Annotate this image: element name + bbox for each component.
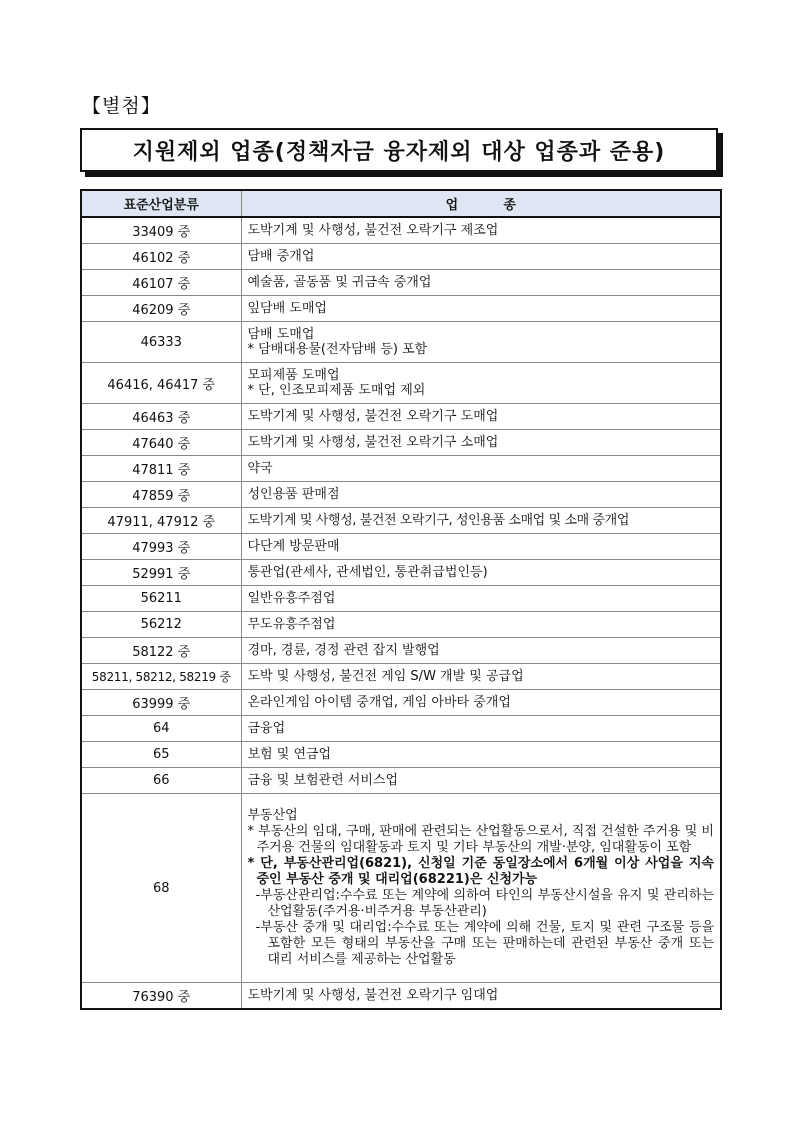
title-box — [80, 128, 718, 172]
row-code: 47993 중 — [81, 534, 241, 560]
row-code: 46463 중 — [81, 404, 241, 430]
annex-label: 【별첨】 — [82, 95, 161, 117]
row-code: 56211 — [81, 586, 241, 612]
table-row — [81, 768, 721, 794]
description-line: 성인용품 판매점 — [247, 487, 340, 502]
table-row — [81, 742, 721, 768]
description-line: 도박기계 및 사행성, 불건전 오락기구, 성인용품 소매업 및 소매 중개업 — [247, 513, 629, 528]
description-line: 예술품, 골동품 및 귀금속 중개업 — [247, 275, 432, 290]
description-line: 무도유흥주점업 — [247, 617, 336, 632]
row-description — [241, 612, 721, 638]
description-line: 일반유흥주점업 — [247, 591, 336, 606]
row-description — [241, 456, 721, 482]
row-code: 47640 중 — [81, 430, 241, 456]
description-line: 다단계 방문판매 — [247, 539, 340, 554]
row-description — [241, 742, 721, 768]
description-line: 모피제품 도매업 — [247, 368, 340, 383]
page-title: 지원제외 업종(정책자금 융자제외 대상 업종과 준용) — [132, 139, 666, 165]
row-description — [241, 586, 721, 612]
row-description — [241, 430, 721, 456]
row-code: 46416, 46417 중 — [81, 363, 241, 404]
row-code: 64 — [81, 716, 241, 742]
row-code: 46102 중 — [81, 244, 241, 270]
row-description — [241, 508, 721, 534]
table-row — [81, 586, 721, 612]
table-row-last — [81, 983, 721, 1010]
description-line: 온라인게임 아이템 중개업, 게임 아바타 중개업 — [247, 695, 511, 710]
description-line: 금융 및 보험관련 서비스업 — [247, 773, 399, 788]
row-description — [241, 534, 721, 560]
description-line: 약국 — [247, 461, 273, 476]
description-line: 도박기계 및 사행성, 불건전 오락기구 제조업 — [247, 223, 499, 238]
description-note: * 담배대용물(전자담배 등) 포함 — [247, 342, 428, 357]
row-code: 68 — [81, 794, 241, 983]
table-row — [81, 270, 721, 296]
table-row — [81, 244, 721, 270]
real-estate-sub-1: -부동산관리업:수수료 또는 계약에 의하여 타인의 부동산시설을 유지 및 관리하는 산업활동(주거용·비주거용 부동산관리) — [255, 888, 714, 919]
description-line: 담배 도매업 — [247, 327, 315, 342]
real-estate-sub-2: -부동산 중개 및 대리업:수수료 또는 계약에 의해 건물, 토지 및 관련 구조물 등을 포함한 모든 형태의 부동산을 구매 또는 판매하는데 관련된 부동산 중개 또는 대리 서비스를 제공하는 산업활동 — [255, 920, 714, 967]
table-row — [81, 638, 721, 664]
table-row — [81, 322, 721, 363]
description-line: 도박 및 사행성, 불건전 게임 S/W 개발 및 공급업 — [247, 669, 524, 684]
row-description: 도박기계 및 사행성, 불건전 오락기구 임대업 — [241, 983, 721, 1010]
row-code: 46209 중 — [81, 296, 241, 322]
table-row — [81, 430, 721, 456]
row-code: 65 — [81, 742, 241, 768]
row-description — [241, 690, 721, 716]
table-row — [81, 404, 721, 430]
description-line: 도박기계 및 사행성, 불건전 오락기구 소매업 — [247, 435, 499, 450]
description-line: 경마, 경륜, 경정 관련 잡지 발행업 — [247, 643, 440, 658]
row-code: 56212 — [81, 612, 241, 638]
description-line: 보험 및 연금업 — [247, 747, 332, 762]
row-code: 46333 — [81, 322, 241, 363]
row-description — [241, 560, 721, 586]
row-description — [241, 270, 721, 296]
row-code: 58122 중 — [81, 638, 241, 664]
row-description — [241, 296, 721, 322]
table-row — [81, 690, 721, 716]
row-code: 76390 중 — [81, 983, 241, 1010]
row-description — [241, 482, 721, 508]
row-description — [241, 363, 721, 404]
row-code: 47811 중 — [81, 456, 241, 482]
row-description — [241, 322, 721, 363]
table-row — [81, 664, 721, 690]
table-row — [81, 534, 721, 560]
row-code: 33409 중 — [81, 217, 241, 244]
table-row — [81, 716, 721, 742]
row-description — [241, 664, 721, 690]
description-line: 잎담배 도매업 — [247, 301, 327, 316]
real-estate-note-2: * 단, 부동산관리업(6821), 신청일 기준 동일장소에서 6개월 이상 사업을 지속 중인 부동산 중개 및 대리업(68221)은 신청가능 — [247, 856, 714, 887]
description-line: 담배 중개업 — [247, 249, 315, 264]
table-row — [81, 363, 721, 404]
description-note: * 단, 인조모피제품 도매업 제외 — [247, 383, 426, 398]
row-code: 46107 중 — [81, 270, 241, 296]
table-row — [81, 217, 721, 244]
row-description — [241, 244, 721, 270]
table-header-row — [81, 190, 721, 217]
row-description — [241, 768, 721, 794]
row-code: 66 — [81, 768, 241, 794]
table-row-real-estate — [81, 794, 721, 983]
header-industry: 업 종 — [241, 190, 721, 217]
real-estate-heading: 부동산업 — [247, 808, 298, 823]
table-row — [81, 560, 721, 586]
table-row — [81, 296, 721, 322]
header-classification: 표준산업분류 — [81, 190, 241, 217]
row-description — [241, 794, 721, 983]
description-line: 도박기계 및 사행성, 불건전 오락기구 도매업 — [247, 409, 499, 424]
row-code: 47911, 47912 중 — [81, 508, 241, 534]
description-line: 통관업(관세사, 관세법인, 통관취급법인등) — [247, 565, 488, 580]
description-line: 금융업 — [247, 721, 286, 736]
row-code: 52991 중 — [81, 560, 241, 586]
row-code: 58211, 58212, 58219 중 — [81, 664, 241, 690]
table-row — [81, 612, 721, 638]
row-code: 47859 중 — [81, 482, 241, 508]
table-row — [81, 508, 721, 534]
excluded-industries-table — [80, 189, 722, 1010]
row-description — [241, 217, 721, 244]
table-row — [81, 456, 721, 482]
row-description — [241, 638, 721, 664]
row-description — [241, 404, 721, 430]
row-code: 63999 중 — [81, 690, 241, 716]
row-description — [241, 716, 721, 742]
table-row — [81, 482, 721, 508]
real-estate-note-1: * 부동산의 임대, 구매, 판매에 관련되는 산업활동으로서, 직접 건설한 주거용 및 비주거용 건물의 임대활동과 토지 및 기타 부동산의 개발·분양, 임대활동이 포함 — [247, 824, 714, 855]
